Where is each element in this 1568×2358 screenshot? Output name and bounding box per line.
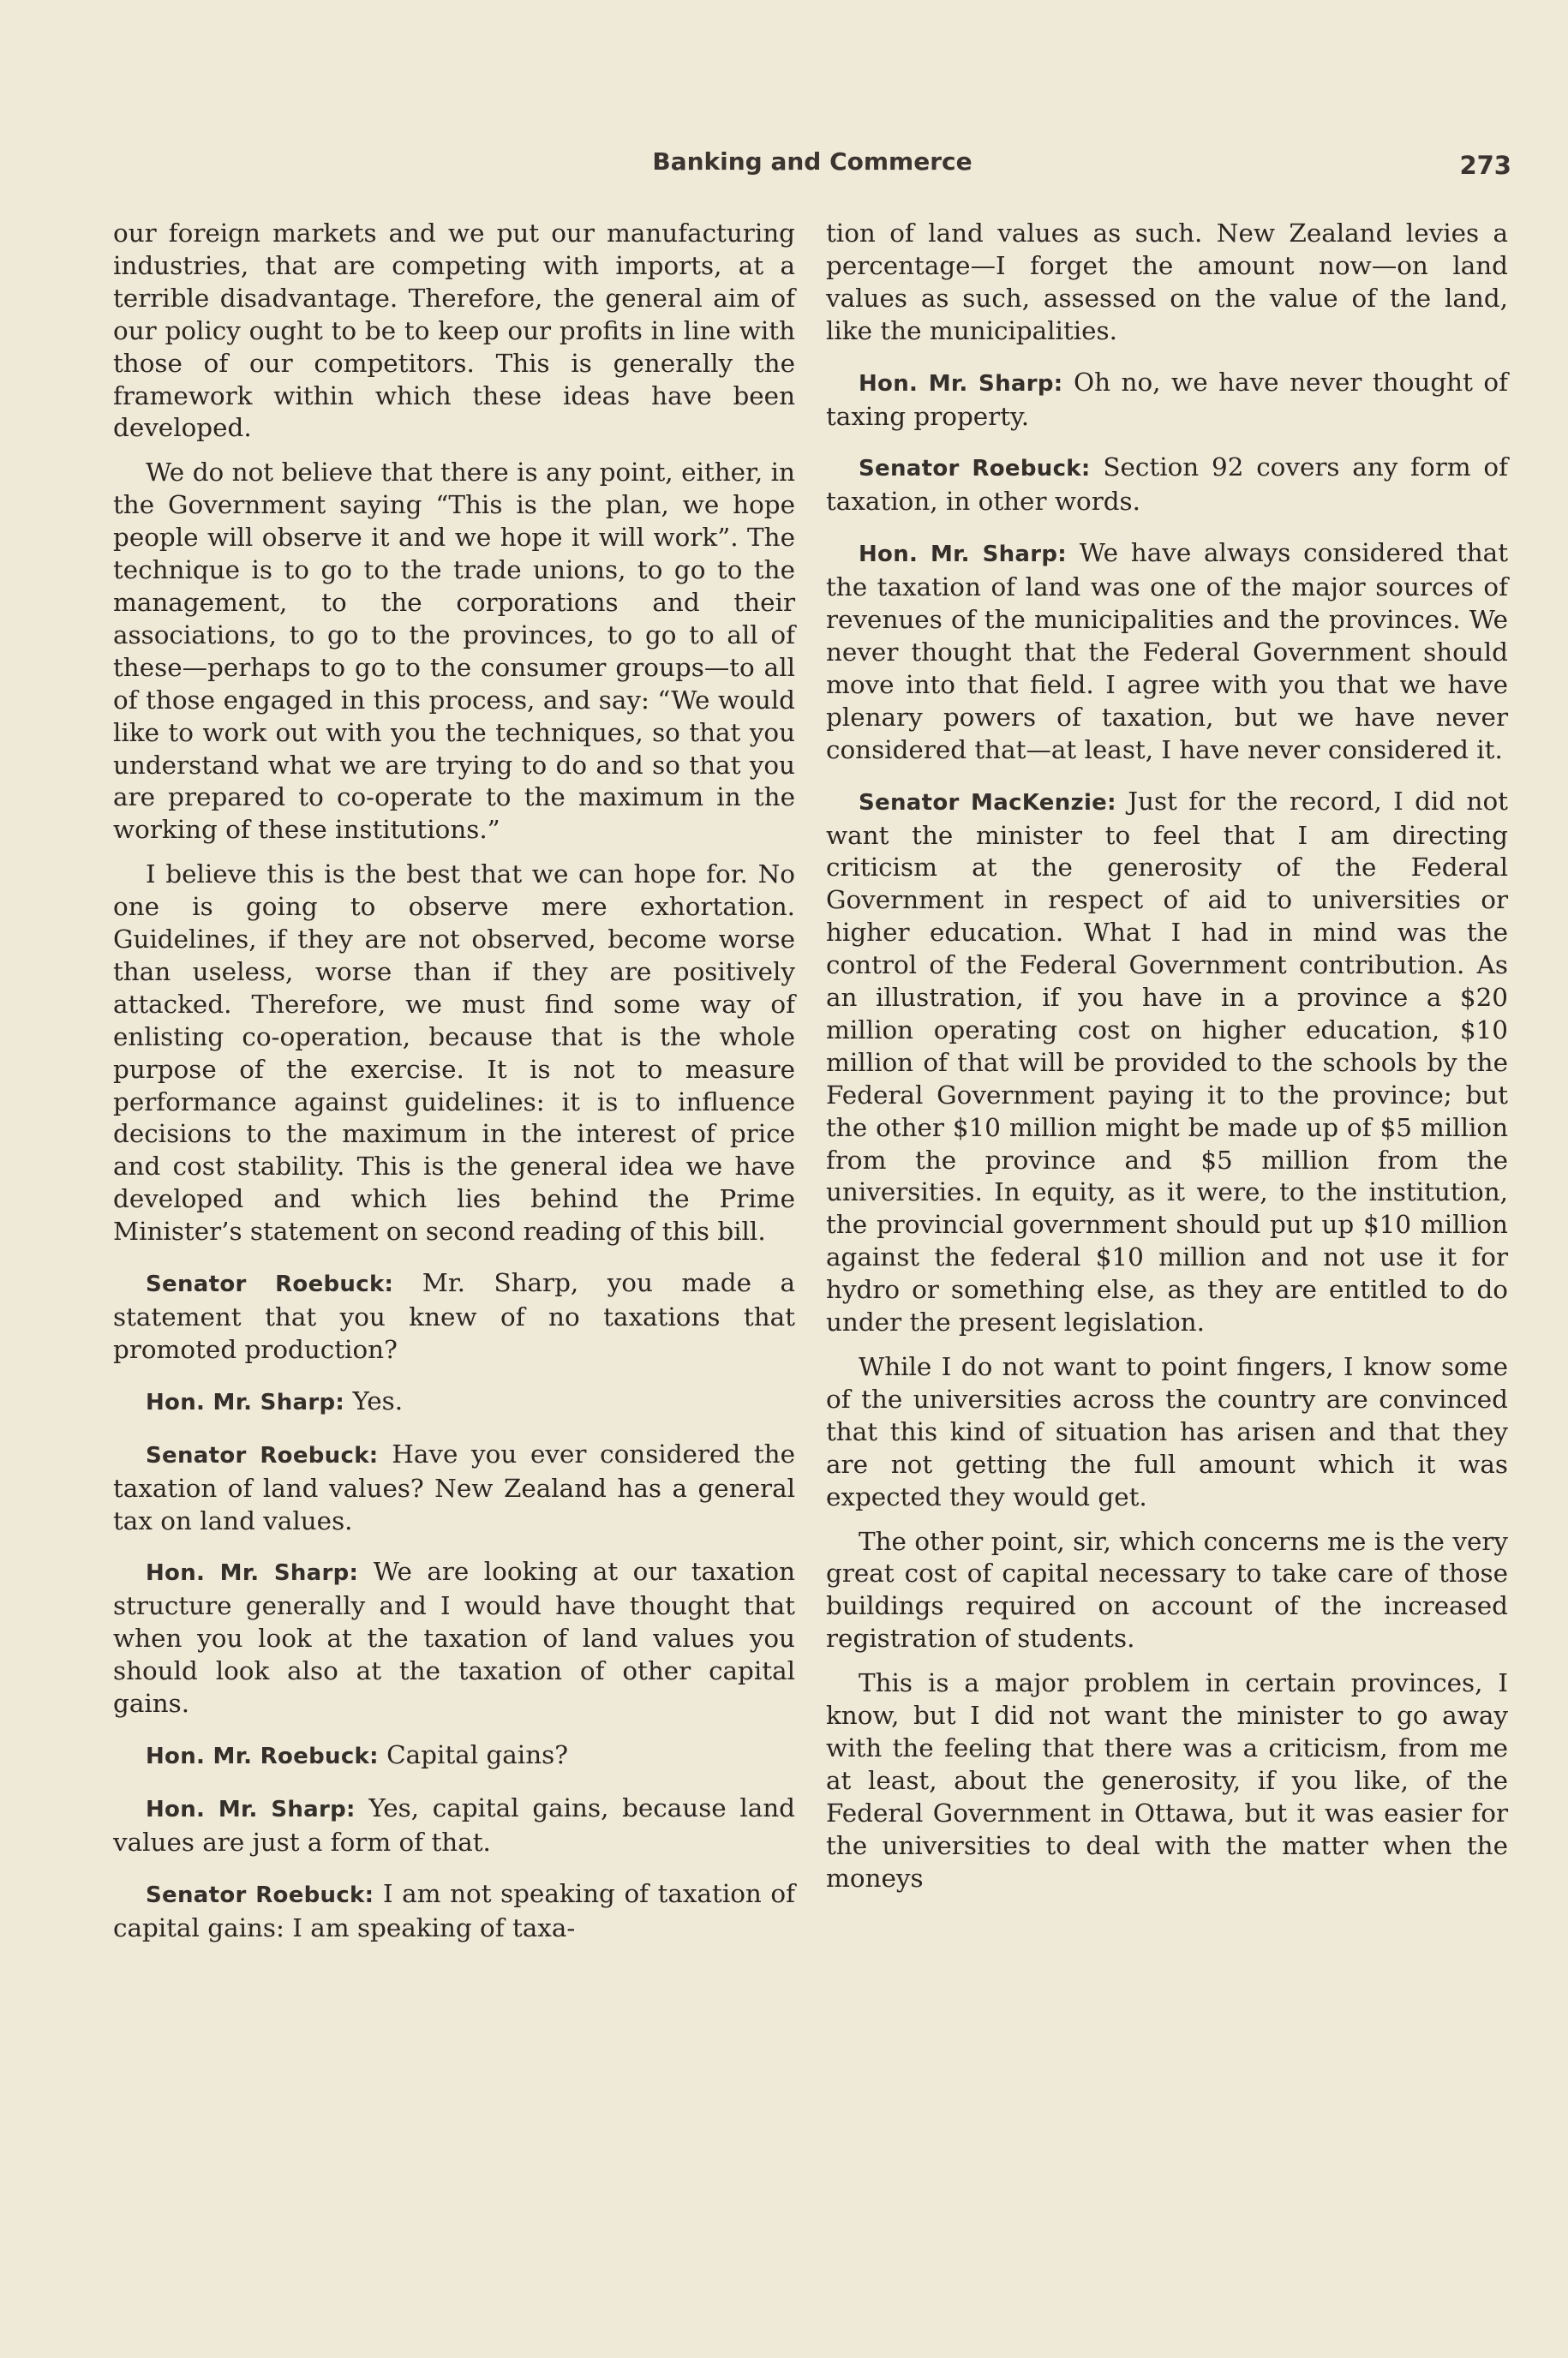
speech (826, 786, 1508, 1339)
page-header (113, 147, 1511, 190)
speech-text: We are looking at our taxation structure generally and I would have thought that when you look at the taxation of land values you should look also at the taxation of other capital gains. (113, 1557, 796, 1719)
paragraph: I believe this is the best that we can hope for. No one is going to observe mere exhortation. Guidelines, if they are not observed, become worse than useless, worse than if they are positively attacked. Therefore, we must find some way of enlisting co-operation, because that is the whole purpose of the exercise. It is not to measure performance against guidelines: it is to influence decisions to the maximum in the interest of price and cost stability. This is the general idea we have developed and which lies behind the Prime Minister’s statement on second reading of this bill. (113, 859, 795, 1247)
speech (113, 1267, 795, 1367)
speaker-name: Hon. Mr. Roebuck: (146, 1743, 379, 1769)
speaker-name: Hon. Mr. Sharp: (146, 1796, 356, 1822)
speaker-name: Senator Roebuck: (146, 1882, 374, 1908)
speech (113, 1556, 795, 1721)
speech (113, 1739, 795, 1774)
speech-text: Capital gains? (386, 1739, 568, 1769)
speech-text: Yes, capital gains, because land values are just a form of that. (113, 1792, 795, 1857)
paragraph: The other point, sir, which concerns me is the very great cost of capital necessary to take care of those buildings required on account of the increased registration of students. (826, 1526, 1508, 1654)
speaker-name: Hon. Mr. Sharp: (146, 1389, 345, 1415)
speaker-name: Senator Roebuck: (146, 1272, 394, 1298)
speech (826, 452, 1508, 518)
speech-text: Just for the record, I did not want the minister to feel that I am directing criticism at the generosity of the Federal Government in respect of aid to universities or higher education. What I had in mind was the control of the Federal Government contribution. As an illustration, if you have in a province a $20 million operating cost on higher education, $10 million of that will be provided to the schools by the Federal Government paying it to the province; but the other $10 million might be made up of $5 million from the province and $5 million from the universities. In equity, as it were, to the institution, the provincial government should put up $10 million against the federal $10 million and not use it for hydro or something else, as they are entitled to do under the present legislation. (826, 786, 1508, 1338)
speech-text: Oh no, we have never thought of taxing property. (826, 367, 1509, 431)
paragraph: This is a major problem in certain provinces, I know, but I did not want the minister to go away with the feeling that there was a criticism, from me at least, about the generosity, if you like, of the Federal Government in Ottawa, but it was easier for the universities to deal with the matter when the moneys (826, 1668, 1508, 1893)
speech-text: Mr. Sharp, you made a statement that you knew of no taxations that promoted production? (113, 1268, 795, 1364)
speaker-name: Hon. Mr. Sharp: (859, 542, 1067, 568)
paragraph: While I do not want to point fingers, I know some of the universities across the country are convinced that this kind of situation has arisen and that they are not getting the full amount which it was expected they would get. (826, 1352, 1508, 1511)
speech (113, 1439, 795, 1538)
paragraph: We do not believe that there is any point, either, in the Government saying “This is the plan, we hope people will observe it and we hope it will work”. The technique is to go to the trade unions, to go to the management, to the corporations and their associations, to go to the provinces, to go to all of these—perhaps to go to the consumer groups—to all of those engaged in this process, and say: “We would like to work out with you the techniques, so that you understand what we are trying to do and so that you are prepared to co-operate to the maximum in the working of these institutions.” (113, 458, 795, 845)
speech-text: Yes. (352, 1385, 404, 1415)
speech-text: We have always considered that the taxation of land was one of the major sources of revenues of the municipalities and the provinces. We never thought that the Federal Government should move into that field. I agree with you that we have plenary powers of taxation, but we have never considered that—at least, I have never considered it. (826, 538, 1509, 764)
speech-text: Have you ever considered the taxation of land values? New Zealand has a general tax on land values. (113, 1439, 796, 1535)
page-number: 273 (1459, 151, 1511, 180)
speech-text: Section 92 covers any form of taxation, in other words. (826, 452, 1509, 517)
paragraph: our foreign markets and we put our manufacturing industries, that are competing with imports, at a terrible disadvantage. Therefore, the general aim of our policy ought to be to keep our profits in line with those of our competitors. This is generally the framework within which these ideas have been developed. (113, 218, 795, 443)
speech (826, 537, 1508, 766)
speaker-name: Senator Roebuck: (859, 456, 1091, 482)
speech (113, 1792, 795, 1859)
speaker-name: Senator Roebuck: (146, 1442, 379, 1469)
speech (113, 1385, 795, 1420)
speaker-name: Hon. Mr. Sharp: (859, 370, 1063, 397)
right-column (826, 218, 1508, 1907)
speech-text: I am not speaking of taxation of capital gains: I am speaking of taxa- (113, 1878, 795, 1942)
speech (113, 1878, 795, 1945)
paragraph: tion of land values as such. New Zealand levies a percentage—I forget the amount now—on land values as such, assessed on the value of the land, like the municipalities. (826, 218, 1508, 345)
running-head: Banking and Commerce (652, 147, 973, 176)
speaker-name: Hon. Mr. Sharp: (146, 1560, 359, 1587)
left-column (113, 218, 795, 1964)
speech (826, 367, 1508, 434)
speaker-name: Senator MacKenzie: (859, 789, 1116, 816)
